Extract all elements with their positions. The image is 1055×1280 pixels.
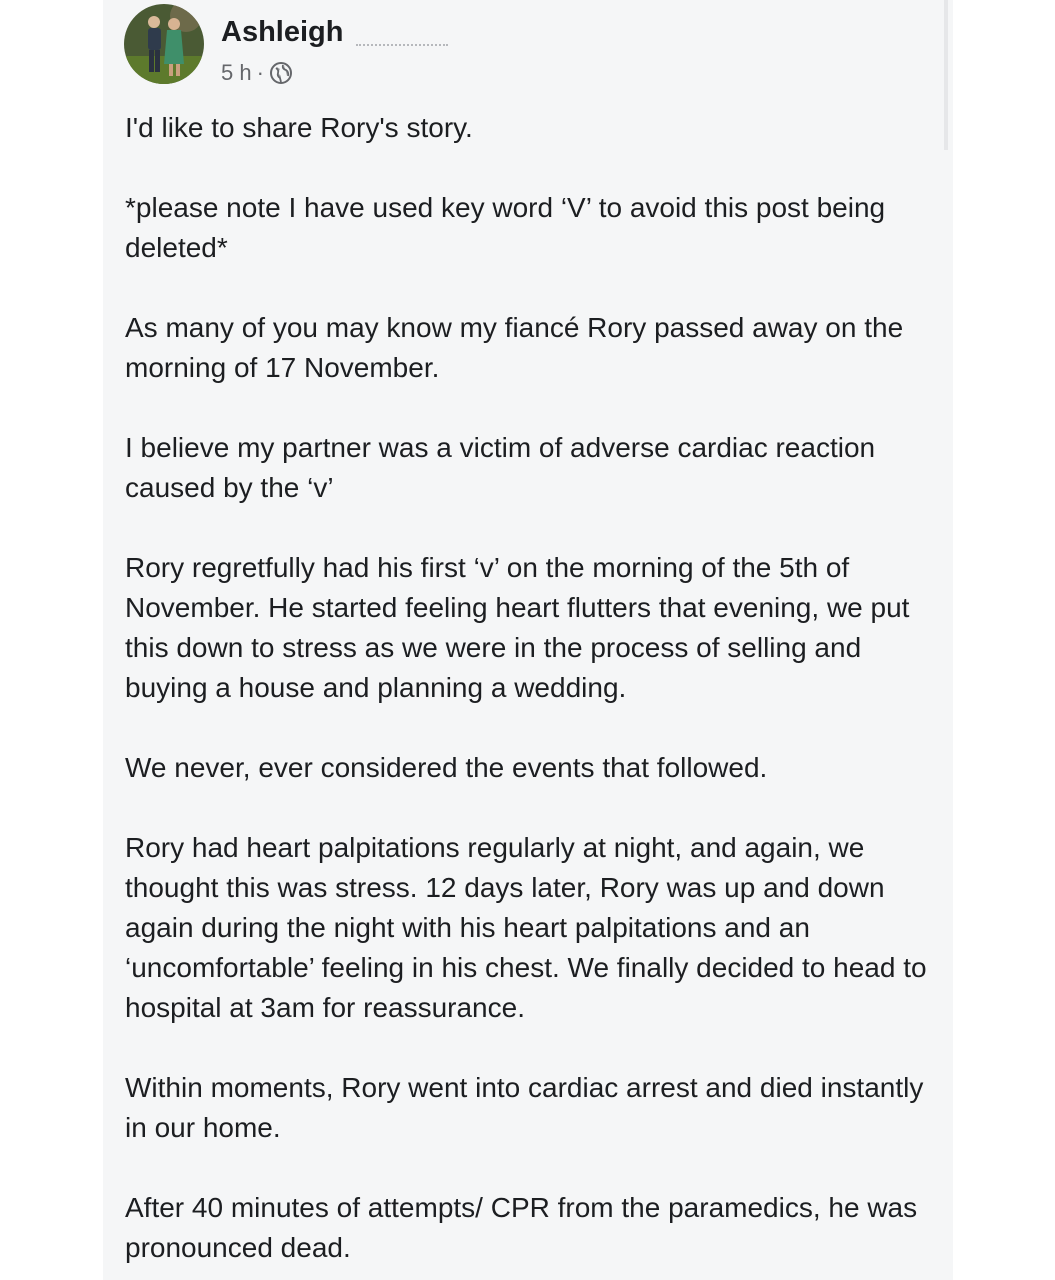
author-name[interactable]: Ashleigh xyxy=(221,16,344,48)
post-paragraph: I believe my partner was a victim of adverse cardiac reaction caused by the ‘v’ xyxy=(125,432,876,503)
avatar[interactable] xyxy=(124,4,204,84)
post-body xyxy=(125,108,940,1280)
post-paragraph: I'd like to share Rory's story. xyxy=(125,112,473,143)
globe-icon[interactable] xyxy=(269,61,293,85)
meta-separator: · xyxy=(256,60,264,85)
post-paragraph: Rory had heart palpitations regularly at night, and again, we thought this was stress. 12 days later, Rory was up and down again during the night with his heart palpitations and an ‘uncomfortable’ feeling in his chest. We finally decided to head to hospital at 3am for reassurance. xyxy=(125,832,927,1023)
post-paragraph: Within moments, Rory went into cardiac arrest and died instantly in our home. xyxy=(125,1072,924,1143)
post-paragraph: As many of you may know my fiancé Rory passed away on the morning of 17 November. xyxy=(125,312,904,383)
post-paragraph: We never, ever considered the events that followed. xyxy=(125,752,768,783)
post-paragraph: Rory regretfully had his first ‘v’ on the morning of the 5th of November. He started feeling heart flutters that evening, we put this down to stress as we were in the process of selling and buying a house and planning a wedding. xyxy=(125,552,910,703)
post-paragraph: *please note I have used key word ‘V’ to avoid this post being deleted* xyxy=(125,192,886,263)
post-timestamp[interactable]: 5 h xyxy=(221,60,252,85)
card-edge-divider xyxy=(944,0,948,150)
redacted-surname xyxy=(356,40,448,46)
post-meta xyxy=(221,57,293,89)
post-paragraph: After 40 minutes of attempts/ CPR from the paramedics, he was pronounced dead. xyxy=(125,1192,918,1263)
